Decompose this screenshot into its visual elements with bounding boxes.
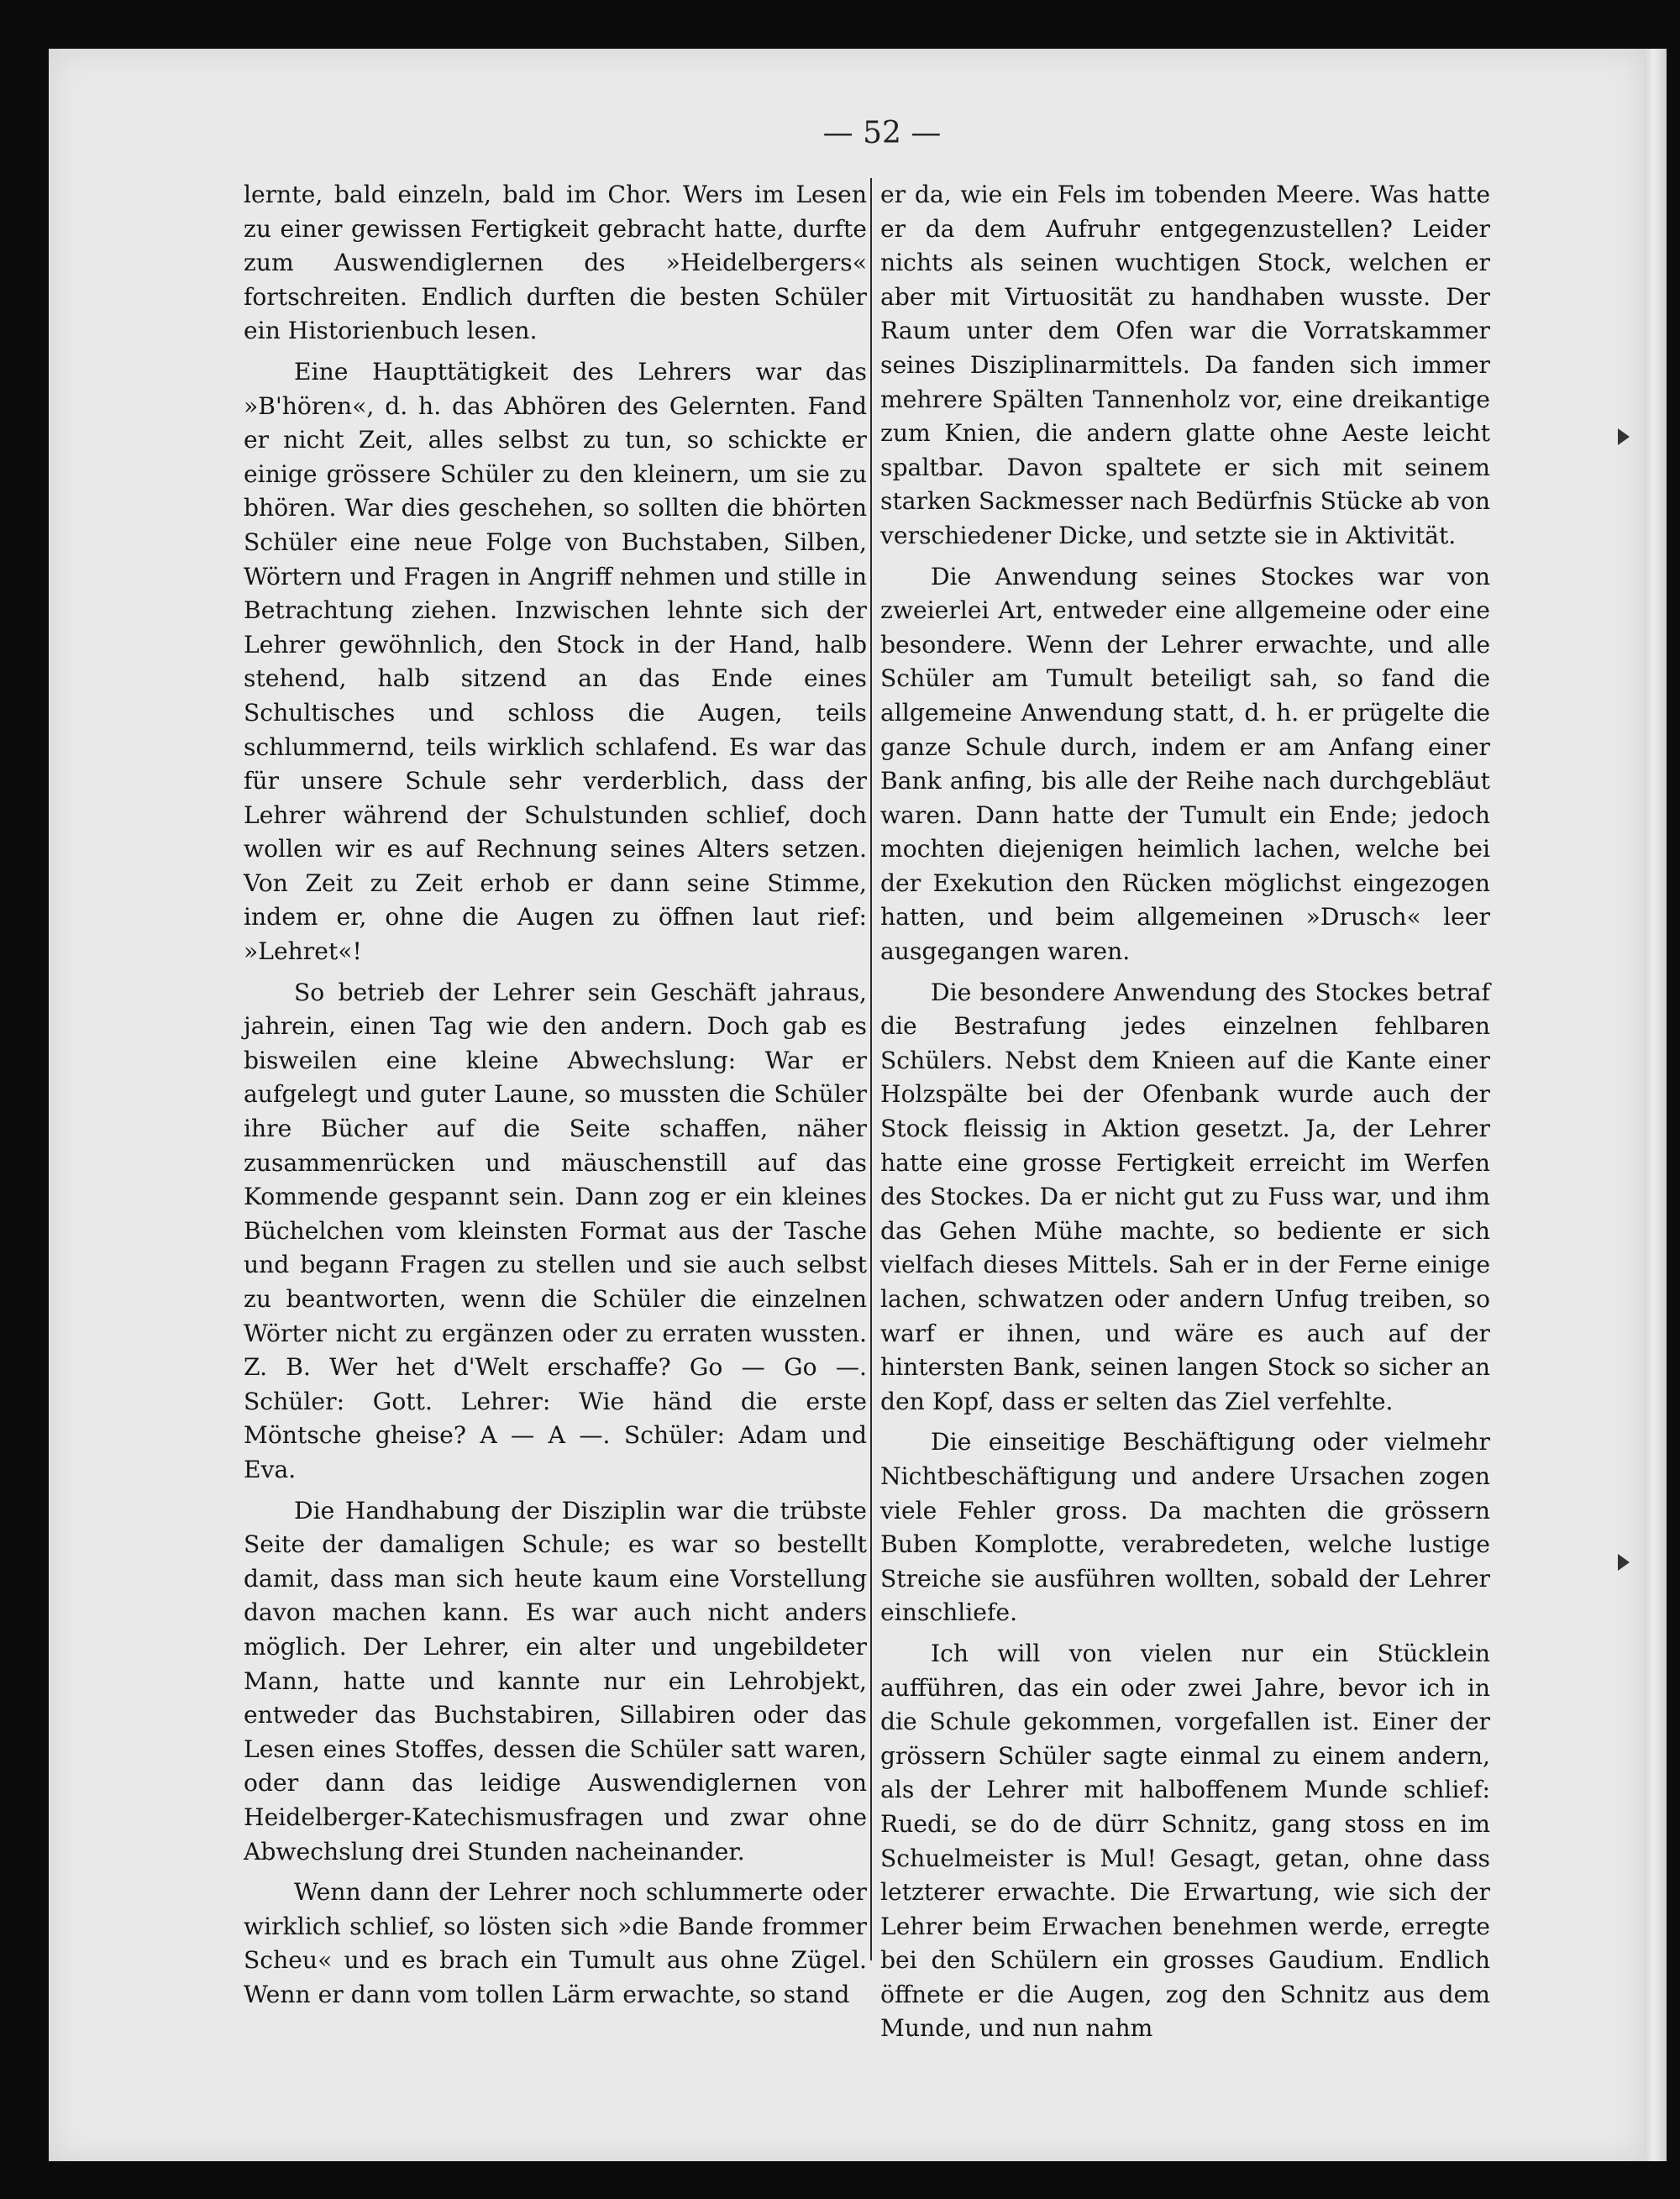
page-edge <box>1645 49 1667 2161</box>
margin-mark <box>1618 1554 1630 1571</box>
paragraph: Eine Haupttätigkeit des Lehrers war das »B'hören«, d. h. das Abhören des Gelernten. Fand er nicht Zeit, alles selbst zu tun, so schickte er einige grössere Schüler zu den kleinern, um sie zu bhören. War dies geschehen, so sollten die bhörten Schüler eine neue Folge von Buchstaben, Silben, Wörtern und Fragen in Angriff nehmen und stille in Betrachtung ziehen. Inzwischen lehnte sich der Lehrer gewöhnlich, den Stock in der Hand, halb stehend, halb sitzend an das Ende eines Schultisches und schloss die Augen, teils schlummernd, teils wirklich schlafend. Es war das für unsere Schule sehr verderblich, dass der Lehrer während der Schulstunden schlief, doch wollen wir es auf Rechnung seines Alters setzen. Von Zeit zu Zeit erhob er dann seine Stimme, indem er, ohne die Augen zu öffnen laut rief: »Lehret«! <box>244 357 867 966</box>
paragraph: So betrieb der Lehrer sein Geschäft jahraus, jahrein, einen Tag wie den andern. Doch gab es bisweilen eine kleine Abwechslung: War er aufgelegt und guter Laune, so mussten die Schüler ihre Bücher auf die Seite schaffen, näher zusammenrücken und mäuschenstill auf das Kommende gespannt sein. Dann zog er ein kleines Büchelchen vom kleinsten Format aus der Tasche und begann Fragen zu stellen und sie auch selbst zu beantworten, wenn die Schüler die einzelnen Wörter nicht zu ergänzen oder zu erraten wussten. Z. B. Wer het d'Welt erschaffe? Go — Go —. Schüler: Gott. Lehrer: Wie händ die erste Möntsche gheise? A — A —. Schüler: Adam und Eva. <box>244 978 867 1483</box>
left-column <box>244 178 867 2012</box>
paragraph: lernte, bald einzeln, bald im Chor. Wers im Lesen zu einer gewissen Fertigkeit gebracht hatte, durfte zum Auswendiglernen des »Heidelbergers« fortschreiten. Endlich durften die besten Schüler ein Historienbuch lesen. <box>244 181 867 345</box>
paragraph: Die Anwendung seines Stockes war von zweierlei Art, entweder eine allgemeine oder eine besondere. Wenn der Lehrer erwachte, und alle Schüler am Tumult beteiligt sah, so fand die allgemeine Anwendung statt, d. h. er prügelte die ganze Schule durch, indem er am Anfang einer Bank anfing, bis alle der Reihe nach durchgebläut waren. Dann hatte der Tumult ein Ende; jedoch mochten diejenigen heimlich lachen, welche bei der Exekution den Rücken möglichst eingezogen hatten, und beim allgemeinen »Drusch« leer ausgegangen waren. <box>880 562 1490 966</box>
right-column <box>880 178 1490 2046</box>
paragraph: Wenn dann der Lehrer noch schlummerte oder wirklich schlief, so lösten sich »die Bande frommer Scheu« und es brach ein Tumult aus ohne Zügel. Wenn er dann vom tollen Lärm erwachte, so stand <box>244 1878 867 2008</box>
column-divider <box>870 178 872 1960</box>
paragraph: Die einseitige Beschäftigung oder vielmehr Nichtbeschäftigung und andere Ursachen zogen viele Fehler gross. Da machten die grössern Buben Komplotte, verabredeten, welche lustige Streiche sie ausführen wollten, sobald der Lehrer einschliefe. <box>880 1428 1490 1627</box>
paragraph: Ich will von vielen nur ein Stücklein aufführen, das ein oder zwei Jahre, bevor ich in die Schule gekommen, vorgefallen ist. Einer der grössern Schüler sagte einmal zu einem andern, als der Lehrer mit halboffenem Munde schlief: Ruedi, se do de dürr Schnitz, gang stoss en im Schuelmeister is Mul! Gesagt, getan, ohne dass letzterer erwachte. Die Erwartung, wie sich der Lehrer beim Erwachen benehmen werde, erregte bei den Schülern ein grosses Gaudium. Endlich öffnete er die Augen, zog den Schnitz aus dem Munde, und nun nahm <box>880 1639 1490 2043</box>
paragraph: Die Handhabung der Disziplin war die trübste Seite der damaligen Schule; es war so bestellt damit, dass man sich heute kaum eine Vorstellung davon machen kann. Es war auch nicht anders möglich. Der Lehrer, ein alter und ungebildeter Mann, hatte und kannte nur ein Lehrobjekt, entweder das Buchstabiren, Sillabiren oder das Lesen eines Stoffes, dessen die Schüler satt waren, oder dann das leidige Auswendiglernen von Heidelberger-Katechismusfragen und zwar ohne Abwechslung drei Stunden nacheinander. <box>244 1496 867 1866</box>
paragraph: Die besondere Anwendung des Stockes betraf die Bestrafung jedes einzelnen fehlbaren Schülers. Nebst dem Knieen auf die Kante einer Holzspälte bei der Ofenbank wurde auch der Stock fleissig in Aktion gesetzt. Ja, der Lehrer hatte eine grosse Fertigkeit erreicht im Werfen des Stockes. Da er nicht gut zu Fuss war, und ihm das Gehen Mühe machte, so bediente er sich vielfach dieses Mittels. Sah er in der Ferne einige lachen, schwatzen oder andern Unfug treiben, so warf er ihnen, und wäre es auch auf der hintersten Bank, seinen langen Stock so sicher an den Kopf, dass er selten das Ziel verfehlte. <box>880 978 1490 1415</box>
page-number: — 52 — <box>822 116 942 150</box>
paragraph: er da, wie ein Fels im tobenden Meere. Was hatte er da dem Aufruhr entgegenzustellen? Leider nichts als seinen wuchtigen Stock, welchen er aber mit Virtuosität zu handhaben wusste. Der Raum unter dem Ofen war die Vorratskammer seines Disziplinarmittels. Da fanden sich immer mehrere Spälten Tannenholz vor, eine dreikantige zum Knien, die andern glatte ohne Aeste leicht spaltbar. Davon spaltete er sich mit seinem starken Sackmesser nach Bedürfnis Stücke ab von verschiedener Dicke, und setzte sie in Aktivität. <box>880 181 1490 549</box>
margin-mark <box>1618 428 1630 445</box>
